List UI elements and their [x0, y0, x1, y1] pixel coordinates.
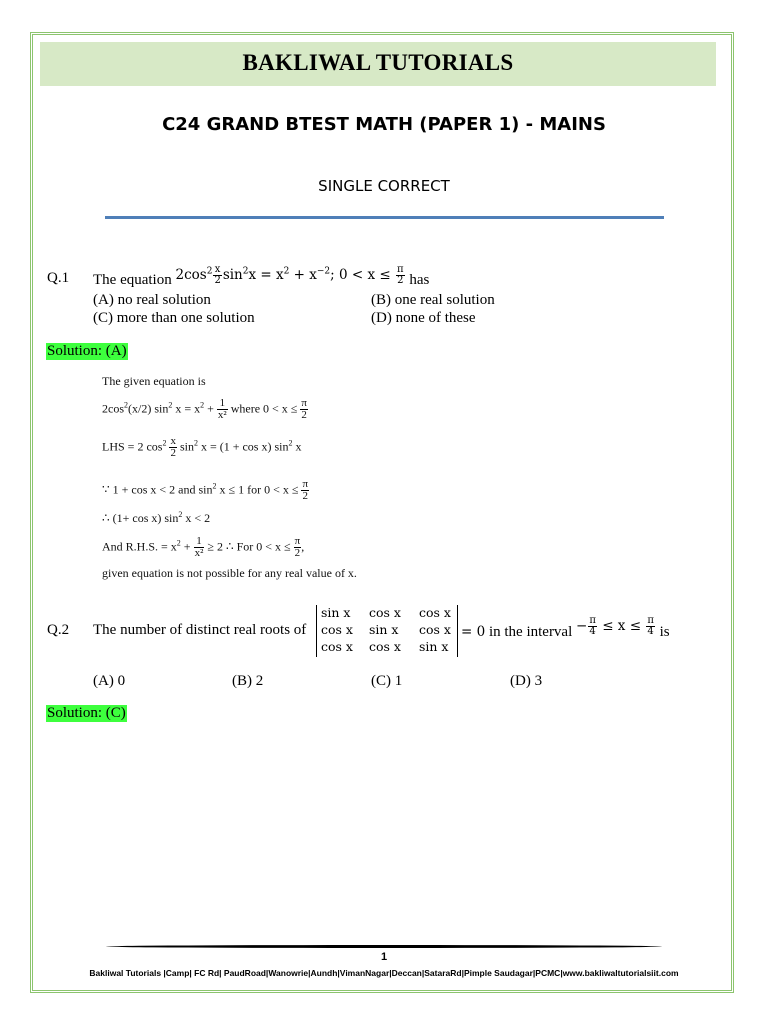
- det-cell: cos x: [321, 639, 353, 654]
- solution-line-3: LHS = 2 $\cos^2$ $\frac{x}{2}$ $\sin^2 x = (1 + \cos x)$ $\sin^2 x$: [102, 435, 302, 459]
- q2-option-d[interactable]: (D) 3: [510, 673, 543, 689]
- q1-number: Q.1: [47, 270, 70, 286]
- paper-title: C24 GRAND BTEST MATH (PAPER 1) - MAINS: [162, 114, 606, 135]
- solution-line-4: ∵ 1 + cos x < 2 and $\sin^2 x \le 1$ for 0 < x ≤ $\frac{\pi}{2}$: [102, 478, 308, 502]
- q2-stem-prefix: The number of distinct real roots of: [93, 622, 307, 638]
- q2-solution-label: Solution: (C): [47, 705, 126, 721]
- q2-interval-text: in the interval: [488, 624, 573, 640]
- q2-number: Q.2: [47, 622, 70, 638]
- q2-option-b[interactable]: (B) 2: [232, 673, 264, 689]
- footer-text: Bakliwal Tutorials |Camp| FC Rd| PaudRoad|Wanowrie|Aundh|VimanNagar|Deccan|SataraRd|Pimple Saudagar|PCMC|www.bakliwaltutorialsiit.com: [89, 968, 679, 978]
- solution-line-1: The given equation is: [102, 374, 206, 388]
- q1-option-b[interactable]: (B) one real solution: [371, 292, 495, 308]
- footer-divider: [106, 945, 662, 948]
- q1-option-d[interactable]: (D) none of these: [371, 310, 476, 326]
- det-cell: cos x: [419, 605, 451, 620]
- section-divider: [105, 216, 664, 219]
- det-cell: cos x: [369, 605, 401, 620]
- q2-stem-rest: [461, 615, 670, 640]
- q1-stem-suffix: has: [409, 272, 430, 288]
- q2-stem-suffix: is: [659, 624, 670, 640]
- page-number: 1: [380, 951, 388, 963]
- q2-eq-zero: = 0: [461, 624, 486, 640]
- det-cell: sin x: [419, 639, 449, 654]
- q2-interval: − $\frac{\pi}{4}$ ≤ x ≤ $\frac{\pi}{4}$: [576, 615, 654, 637]
- q1-solution-label: Solution: (A): [47, 343, 127, 359]
- solution-line-2: $2\cos^2(x/2)$ $\sin^2 x = x^2$ + $\frac{1}{\text{x²}}$ where 0 < x ≤ $\frac{\pi}{2}$: [102, 397, 307, 421]
- det-cell: sin x: [321, 605, 351, 620]
- institute-name: BAKLIWAL TUTORIALS: [242, 50, 514, 75]
- solution-line-5: ∴ (1+ cos x) $\sin^2 x < 2$: [102, 510, 211, 525]
- header-band: [40, 42, 716, 86]
- q1-stem: [93, 265, 429, 286]
- solution-line-7: given equation is not possible for any real value of x.: [102, 566, 357, 580]
- det-cell: cos x: [321, 622, 353, 637]
- q1-option-a[interactable]: (A) no real solution: [93, 292, 211, 308]
- det-cell: cos x: [419, 622, 451, 637]
- q2-option-a[interactable]: (A) 0: [93, 673, 126, 689]
- q1-option-c[interactable]: (C) more than one solution: [93, 310, 255, 326]
- det-cell: sin x: [369, 622, 399, 637]
- section-title: SINGLE CORRECT: [318, 177, 450, 195]
- q1-solution-image: [98, 368, 360, 588]
- q1-equation: $2\cos^2$ $\frac{x}{2}$ $\sin^2x = x^2 + x^{-2}$; 0 < x ≤ $\frac{\pi}{2}$: [175, 264, 404, 286]
- q1-stem-prefix: The equation: [93, 272, 172, 288]
- det-cell: cos x: [369, 639, 401, 654]
- q2-option-c[interactable]: (C) 1: [371, 673, 403, 689]
- solution-line-6: And R.H.S. = $x^2$ + $\frac{1}{\text{x²}}$ ≥ 2 ∴ For 0 < x ≤ $\frac{\pi}{2}$ ,: [102, 535, 305, 559]
- q2-determinant: [316, 605, 458, 657]
